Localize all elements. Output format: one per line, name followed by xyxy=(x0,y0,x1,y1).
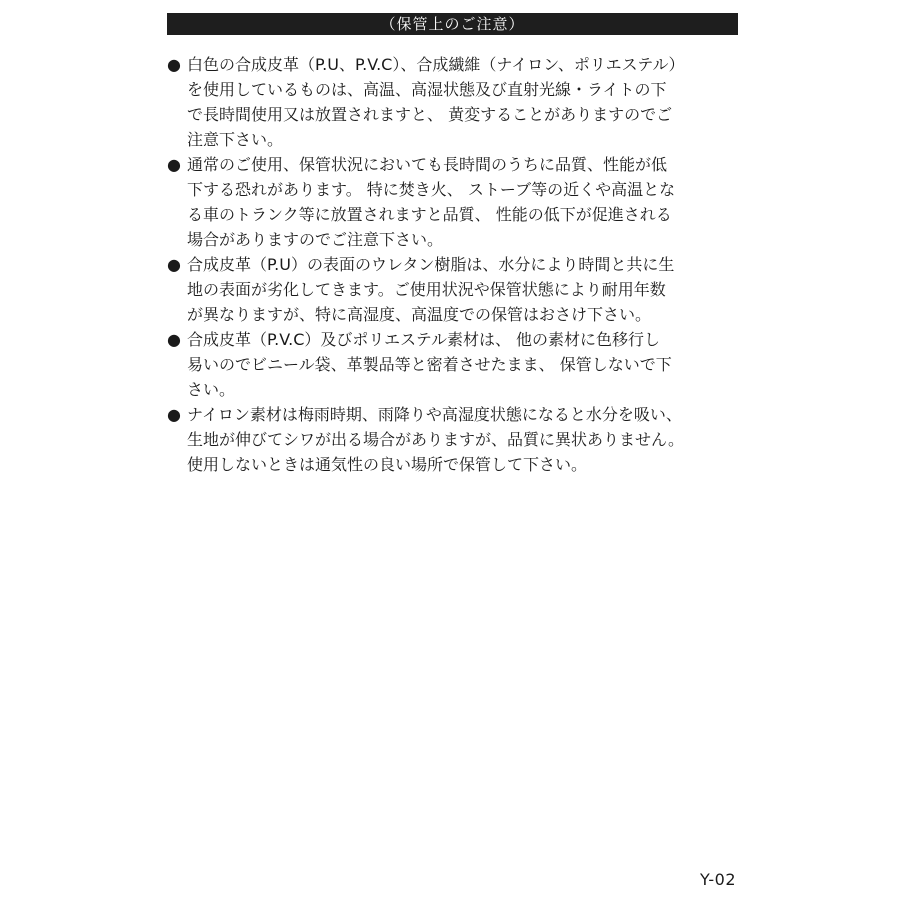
caution-note xyxy=(167,327,757,402)
bullet-icon: ● xyxy=(167,255,181,274)
caution-note-text: 合成皮革（P.U）の表面のウレタン樹脂は、水分により時間と共に生 地の表面が劣化してきます。ご使用状況や保管状態により耐用年数 が異なりますが、特に高湿度、高温度での保管はおさけ下さい。 xyxy=(187,255,675,324)
bullet-icon: ● xyxy=(167,330,181,349)
bullet-icon: ● xyxy=(167,405,181,424)
caution-note-text: ナイロン素材は梅雨時期、雨降りや高湿度状態になると水分を吸い、 生地が伸びてシワが出る場合がありますが、品質に異状ありません。 使用しないときは通気性の良い場所で保管して下さい。 xyxy=(187,405,684,474)
caution-note-text: 合成皮革（P.V.C）及びポリエステル素材は、 他の素材に色移行し 易いのでビニール袋、革製品等と密着させたまま、 保管しないで下 さい。 xyxy=(187,330,672,399)
page-title: （保管上のご注意） xyxy=(380,15,525,33)
caution-notes-list xyxy=(167,52,757,477)
caution-note xyxy=(167,252,757,327)
caution-note xyxy=(167,402,757,477)
caution-note-text: 通常のご使用、保管状況においても長時間のうちに品質、性能が低 下する恐れがあります。 特に焚き火、 ストーブ等の近くや高温とな る車のトランク等に放置されますと品質、 性能の低下が促進される 場合がありますのでご注意下さい。 xyxy=(187,155,676,249)
caution-note xyxy=(167,52,757,152)
bullet-icon: ● xyxy=(167,155,181,174)
caution-note-text: 白色の合成皮革（P.U、P.V.C）、合成繊維（ナイロン、ポリエステル） を使用しているものは、高温、高湿状態及び直射光線・ライトの下 で長時間使用又は放置されますと、 黄変することがありますのでご 注意下さい。 xyxy=(187,55,685,149)
document-code: Y-02 xyxy=(700,870,737,889)
caution-note xyxy=(167,152,757,252)
header-bar xyxy=(167,13,738,35)
bullet-icon: ● xyxy=(167,55,181,74)
